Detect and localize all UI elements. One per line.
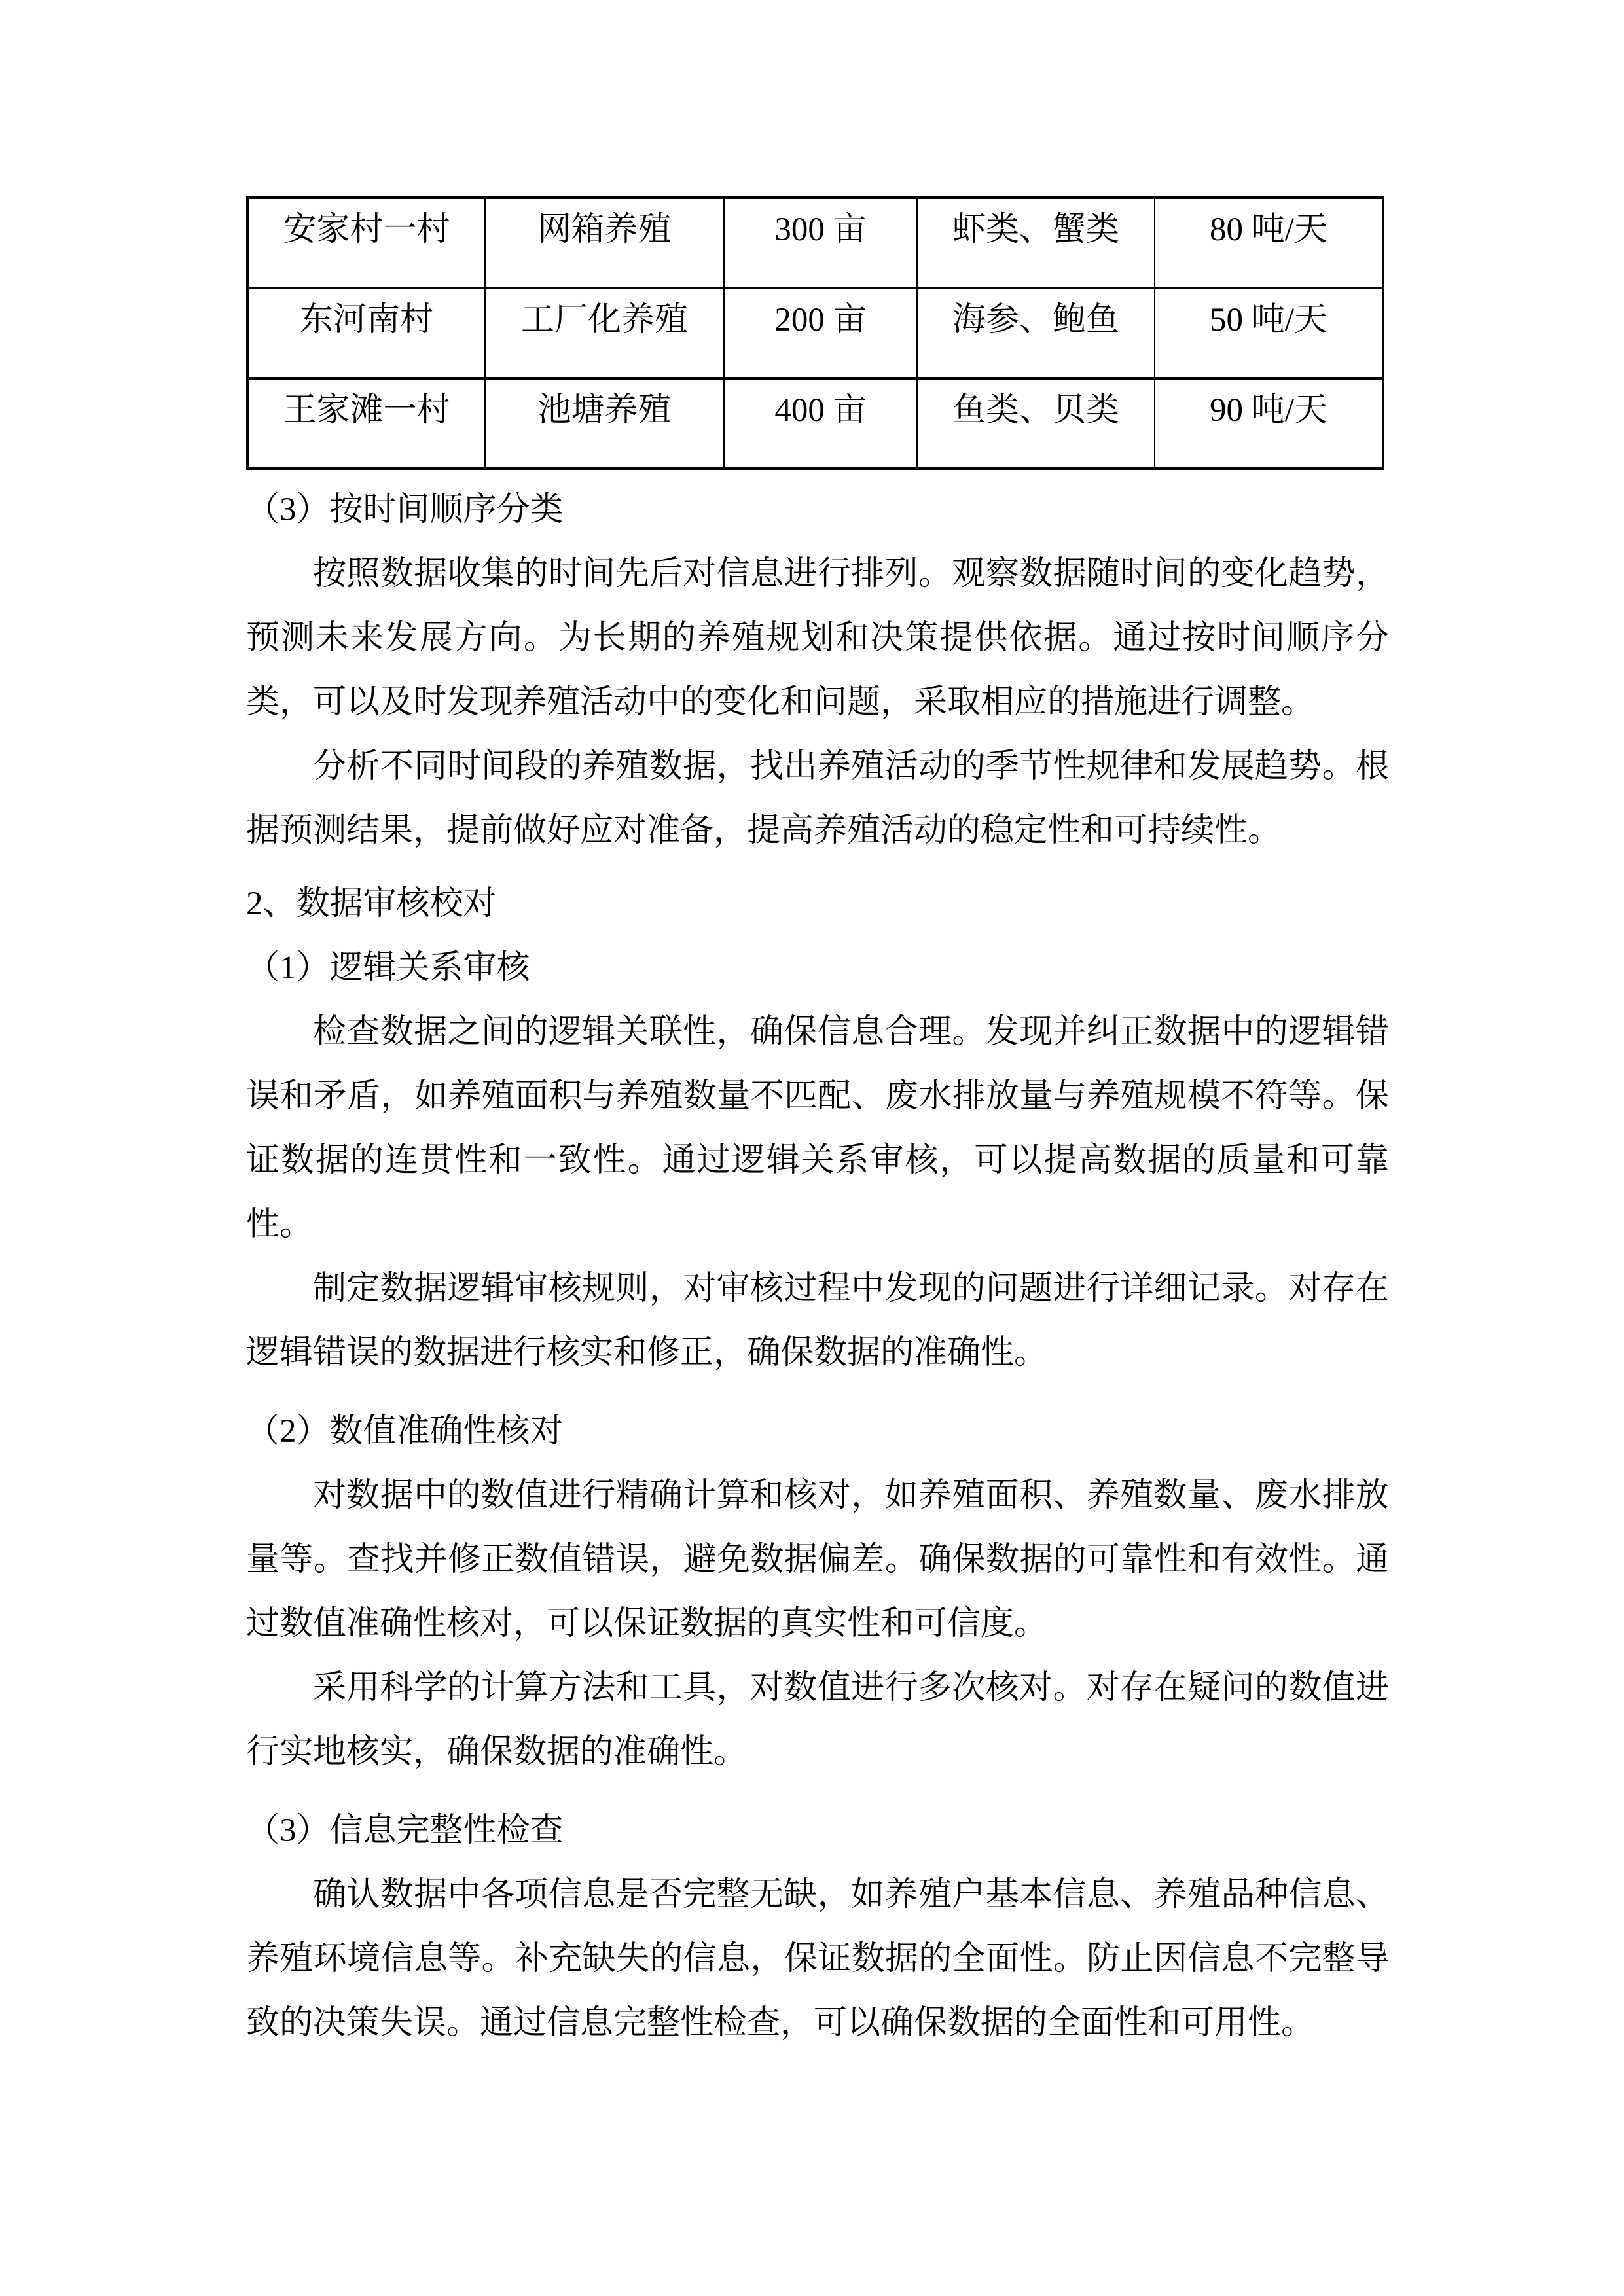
cell-species: 鱼类、贝类 xyxy=(917,378,1155,469)
paragraph-logic-audit-1: 检查数据之间的逻辑关联性，确保信息合理。发现并纠正数据中的逻辑错误和矛盾，如养殖面积与养殖数量不匹配、废水排放量与养殖规模不符等。保证数据的连贯性和一致性。通过逻辑关系审核，可以提高数据的质量和可靠性。 xyxy=(246,1014,1389,1243)
paragraph-completeness-check-1: 确认数据中各项信息是否完整无缺，如养殖户基本信息、养殖品种信息、养殖环境信息等。补充缺失的信息，保证数据的全面性。防止因信息不完整导致的决策失误。通过信息完整性检查，可以确保数据的全面性和可用性。 xyxy=(246,1876,1389,2041)
cell-discharge: 90 吨/天 xyxy=(1155,378,1383,469)
cell-area: 300 亩 xyxy=(724,198,917,288)
subheading-time-order: （3）按时间顺序分类 xyxy=(246,492,564,528)
subheading-numeric-check: （2）数值准确性核对 xyxy=(246,1413,564,1450)
body-text xyxy=(246,478,1389,2055)
cell-area: 400 亩 xyxy=(724,378,917,469)
cell-area: 200 亩 xyxy=(724,288,917,378)
cell-village: 安家村一村 xyxy=(247,198,485,288)
cell-village: 王家滩一村 xyxy=(247,378,485,469)
cell-discharge: 50 吨/天 xyxy=(1155,288,1383,378)
paragraph-logic-audit-2: 制定数据逻辑审核规则，对审核过程中发现的问题进行详细记录。对存在逻辑错误的数据进行核实和修正，确保数据的准确性。 xyxy=(246,1270,1389,1371)
cell-species: 虾类、蟹类 xyxy=(917,198,1155,288)
subheading-logic-audit: （1）逻辑关系审核 xyxy=(246,950,530,986)
table-row xyxy=(247,198,1383,288)
cell-village: 东河南村 xyxy=(247,288,485,378)
cell-method: 池塘养殖 xyxy=(485,378,724,469)
cell-method: 工厂化养殖 xyxy=(485,288,724,378)
table-row xyxy=(247,288,1383,378)
paragraph-time-order-2: 分析不同时间段的养殖数据，找出养殖活动的季节性规律和发展趋势。根据预测结果，提前做好应对准备，提高养殖活动的稳定性和可持续性。 xyxy=(246,748,1389,849)
document-content xyxy=(246,196,1389,2055)
cell-discharge: 80 吨/天 xyxy=(1155,198,1383,288)
cell-method: 网箱养殖 xyxy=(485,198,724,288)
heading-data-audit: 2、数据审核校对 xyxy=(246,886,497,922)
cell-species: 海参、鲍鱼 xyxy=(917,288,1155,378)
table-row xyxy=(247,378,1383,469)
paragraph-time-order-1: 按照数据收集的时间先后对信息进行排列。观察数据随时间的变化趋势，预测未来发展方向。为长期的养殖规划和决策提供依据。通过按时间顺序分类，可以及时发现养殖活动中的变化和问题，采取相应的措施进行调整。 xyxy=(246,556,1389,721)
subheading-completeness-check: （3）信息完整性检查 xyxy=(246,1812,564,1849)
paragraph-numeric-check-1: 对数据中的数值进行精确计算和核对，如养殖面积、养殖数量、废水排放量等。查找并修正数值错误，避免数据偏差。确保数据的可靠性和有效性。通过数值准确性核对，可以保证数据的真实性和可信度。 xyxy=(246,1477,1389,1642)
paragraph-numeric-check-2: 采用科学的计算方法和工具，对数值进行多次核对。对存在疑问的数值进行实地核实，确保数据的准确性。 xyxy=(246,1670,1389,1770)
aquaculture-table xyxy=(246,196,1384,470)
